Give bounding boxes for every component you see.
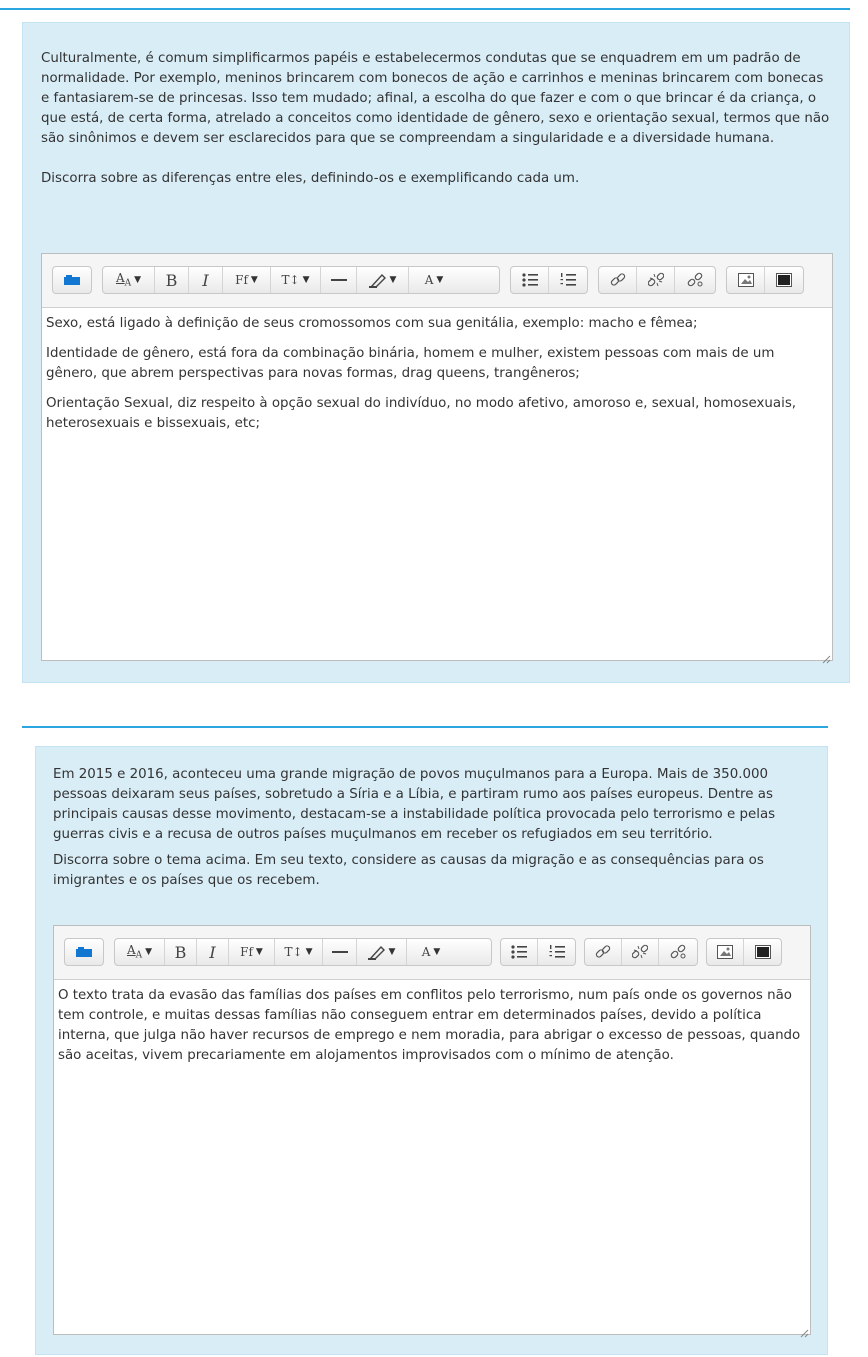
- unlink-icon: [648, 272, 664, 288]
- font-family-button[interactable]: [229, 939, 275, 965]
- image-icon: [717, 945, 733, 959]
- image-button[interactable]: [707, 939, 744, 965]
- toolbar-group-links: [598, 266, 716, 294]
- dropdown-caret-icon: ▼: [255, 947, 263, 957]
- question-1-instruction: Discorra sobre as diferenças entre eles, definindo-os e exemplificando cada um.: [41, 171, 580, 186]
- text-color-icon: A: [421, 945, 431, 959]
- style-icon: $A_A$: [115, 271, 132, 289]
- dropdown-caret-icon: ▼: [433, 947, 441, 957]
- toolbar-group-show-more: [64, 938, 104, 966]
- text-color-button[interactable]: [409, 267, 459, 293]
- unordered-list-icon: [511, 945, 527, 959]
- ordered-list-button[interactable]: [538, 939, 575, 965]
- question-2-prompt-paragraph: Em 2015 e 2016, aconteceu uma grande migração de povos muçulmanos para a Europa. Mais de 350.000 pessoas deixaram seus países, sobretudo a Síria e a Líbia, e partiram rumo aos países europeus. Dentre as principais causas desse movimento, destacam-se a instabilidade política provocada pelo terrorismo e pelas guerras civis e a recusa de outros países muçulmanos em receber os refugiados em seu território.: [53, 767, 776, 842]
- resize-handle-icon[interactable]: [821, 649, 831, 659]
- link-button[interactable]: [585, 939, 622, 965]
- italic-button[interactable]: [189, 267, 223, 293]
- background-color-icon: [368, 944, 386, 960]
- question-2-prompt: [53, 765, 813, 891]
- link-icon: [595, 944, 611, 960]
- section-divider: [22, 726, 828, 728]
- horizontal-rule-button[interactable]: [323, 939, 357, 965]
- question-1-container: [22, 22, 850, 683]
- toolbar-group-lists: [500, 938, 576, 966]
- horizontal-rule-button[interactable]: [321, 267, 357, 293]
- font-size-button[interactable]: [275, 939, 323, 965]
- toolbar-group-show-more: [52, 266, 92, 294]
- unlink-button[interactable]: [622, 939, 659, 965]
- unordered-list-icon: [522, 273, 538, 287]
- ordered-list-button[interactable]: [549, 267, 587, 293]
- style-button[interactable]: [103, 267, 155, 293]
- italic-button[interactable]: [197, 939, 229, 965]
- anchor-icon: [687, 272, 703, 288]
- dropdown-caret-icon: ▼: [134, 275, 142, 285]
- background-color-icon: [369, 272, 387, 288]
- toolbar-group-format: [114, 938, 492, 966]
- anchor-icon: [670, 944, 686, 960]
- horizontal-rule-icon: [332, 950, 348, 954]
- media-button[interactable]: [744, 939, 781, 965]
- media-icon: [755, 945, 771, 959]
- dropdown-caret-icon: ▼: [302, 275, 310, 285]
- question-1-prompt: [41, 49, 831, 189]
- editor-toolbar: [42, 254, 832, 308]
- unlink-icon: [632, 944, 648, 960]
- editor-toolbar: [54, 926, 810, 980]
- bold-icon: B: [174, 942, 187, 962]
- show-more-icon: [64, 275, 80, 285]
- toolbar-group-media: [706, 938, 782, 966]
- dropdown-caret-icon: ▼: [388, 947, 396, 957]
- dropdown-caret-icon: ▼: [250, 275, 258, 285]
- question-1-answer-area[interactable]: [42, 308, 832, 434]
- style-icon: $A_A$: [126, 943, 143, 961]
- show-more-button[interactable]: [65, 939, 103, 965]
- unordered-list-button[interactable]: [501, 939, 538, 965]
- unordered-list-button[interactable]: [511, 267, 549, 293]
- question-2-instruction: Discorra sobre o tema acima. Em seu texto, considere as causas da migração e as consequências para os imigrantes e os países que os recebem.: [53, 853, 764, 888]
- dropdown-caret-icon: ▼: [145, 947, 153, 957]
- section-divider-top: [0, 8, 850, 10]
- text-color-icon: A: [424, 273, 434, 287]
- answer-paragraph: Sexo, está ligado à definição de seus cromossomos com sua genitália, exemplo: macho e fêmea;: [46, 316, 698, 331]
- horizontal-rule-icon: [331, 278, 347, 282]
- question-2-container: [35, 746, 828, 1355]
- font-family-icon: Ff: [235, 273, 248, 287]
- dropdown-caret-icon: ▼: [436, 275, 444, 285]
- link-icon: [610, 272, 626, 288]
- question-2-editor: [53, 925, 811, 1335]
- toolbar-group-format: [102, 266, 500, 294]
- font-family-button[interactable]: [223, 267, 271, 293]
- bold-button[interactable]: [155, 267, 189, 293]
- answer-paragraph: Identidade de gênero, está fora da combinação binária, homem e mulher, existem pessoas com mais de um gênero, que abrem perspectivas para novas formas, drag queens, trangêneros;: [46, 346, 775, 381]
- bold-button[interactable]: [165, 939, 197, 965]
- question-1-editor: [41, 253, 833, 661]
- dropdown-caret-icon: ▼: [389, 275, 397, 285]
- dropdown-caret-icon: ▼: [305, 947, 313, 957]
- style-button[interactable]: [115, 939, 165, 965]
- media-button[interactable]: [765, 267, 803, 293]
- unlink-button[interactable]: [637, 267, 675, 293]
- image-icon: [738, 273, 754, 287]
- toolbar-group-media: [726, 266, 804, 294]
- bold-icon: B: [165, 270, 178, 290]
- background-color-button[interactable]: [357, 267, 409, 293]
- question-1-prompt-paragraph: Culturalmente, é comum simplificarmos papéis e estabelecermos condutas que se enquadrem em um padrão de normalidade. Por exemplo, meninos brincarem com bonecos de ação e carrinhos e meninas brincarem com bonecas e fantasiarem-se de princesas. Isso tem mudado; afinal, a escolha do que fazer e com o que brincar é da criança, o que está, de certa forma, atrelado a conceitos como identidade de gênero, sexo e orientação sexual, termos que não são sinônimos e devem ser esclarecidos para que se compreendam a singularidade e a diversidade humana.: [41, 51, 830, 146]
- anchor-button[interactable]: [675, 267, 715, 293]
- media-icon: [776, 273, 792, 287]
- toolbar-group-lists: [510, 266, 588, 294]
- font-size-button[interactable]: [271, 267, 321, 293]
- font-size-icon: T↕: [281, 273, 300, 287]
- show-more-icon: [76, 947, 92, 957]
- question-2-answer-area[interactable]: [54, 980, 810, 1066]
- anchor-button[interactable]: [659, 939, 697, 965]
- answer-paragraph: O texto trata da evasão das famílias dos países em conflitos pelo terrorismo, num país onde os governos não tem controle, e muitas dessas famílias não conseguem entrar em determinados países, devido a política interna, que julga não haver recursos de emprego e nem moradia, para abrigar o excesso de pessoas, quando são aceitas, vivem precariamente em alojamentos improvisados com o mínimo de atenção.: [58, 988, 801, 1063]
- ordered-list-icon: [549, 945, 565, 959]
- resize-handle-icon[interactable]: [799, 1323, 809, 1333]
- image-button[interactable]: [727, 267, 765, 293]
- toolbar-group-links: [584, 938, 698, 966]
- font-family-icon: Ff: [240, 945, 253, 959]
- link-button[interactable]: [599, 267, 637, 293]
- font-size-icon: T↕: [284, 945, 303, 959]
- italic-icon: I: [209, 942, 216, 962]
- background-color-button[interactable]: [357, 939, 407, 965]
- show-more-button[interactable]: [53, 267, 91, 293]
- text-color-button[interactable]: [407, 939, 455, 965]
- ordered-list-icon: [560, 273, 576, 287]
- italic-icon: I: [202, 270, 209, 290]
- answer-paragraph: Orientação Sexual, diz respeito à opção sexual do indivíduo, no modo afetivo, amoroso e, sexual, homosexuais, heterosexuais e bissexuais, etc;: [46, 396, 797, 431]
